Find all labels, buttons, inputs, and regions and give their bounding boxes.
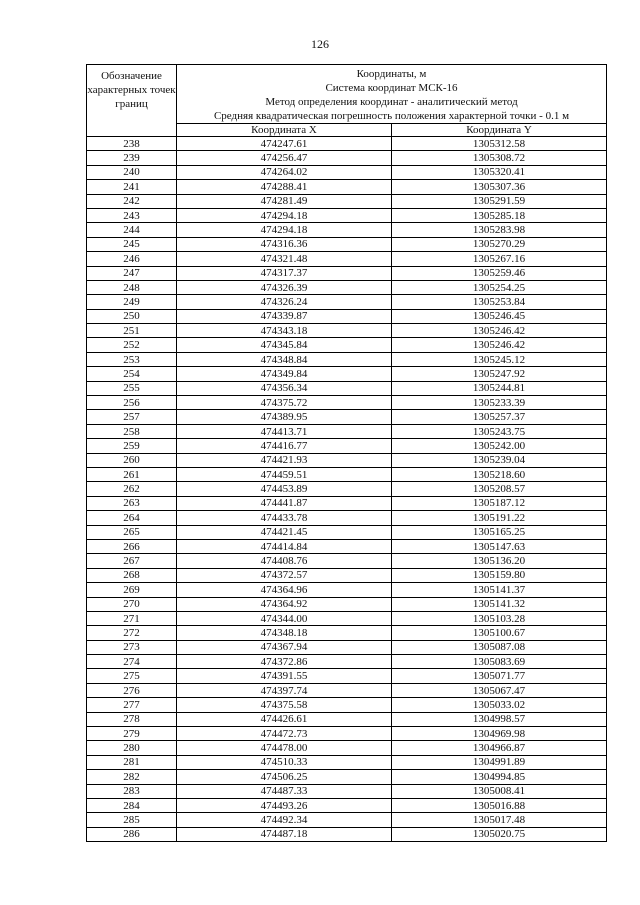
- point-number-cell: 244: [87, 223, 177, 237]
- point-number-cell: 286: [87, 827, 177, 841]
- y-coordinate-cell: 1305141.32: [392, 597, 607, 611]
- y-coordinate-cell: 1305087.08: [392, 640, 607, 654]
- y-coordinate-cell: 1305257.37: [392, 410, 607, 424]
- table-row: [87, 280, 607, 294]
- point-number-cell: 238: [87, 137, 177, 151]
- table-row: [87, 511, 607, 525]
- point-number-cell: 269: [87, 583, 177, 597]
- y-coordinate-cell: 1305246.42: [392, 338, 607, 352]
- x-coordinate-cell: 474421.45: [177, 525, 392, 539]
- x-coordinate-cell: 474364.96: [177, 583, 392, 597]
- y-coordinate-cell: 1305016.88: [392, 798, 607, 812]
- x-coordinate-cell: 474408.76: [177, 554, 392, 568]
- point-number-cell: 254: [87, 367, 177, 381]
- point-number-cell: 271: [87, 611, 177, 625]
- y-coordinate-cell: 1305067.47: [392, 683, 607, 697]
- y-coordinate-cell: 1305191.22: [392, 511, 607, 525]
- header-title-line: Средняя квадратическая погрешность положения характерной точки - 0.1 м: [213, 110, 570, 122]
- table-body: [87, 137, 607, 842]
- point-number-cell: 258: [87, 424, 177, 438]
- y-coordinate-cell: 1304991.89: [392, 755, 607, 769]
- x-coordinate-cell: 474344.00: [177, 611, 392, 625]
- point-number-cell: 277: [87, 698, 177, 712]
- table-row: [87, 539, 607, 553]
- y-coordinate-cell: 1305239.04: [392, 453, 607, 467]
- y-coordinate-cell: 1305243.75: [392, 424, 607, 438]
- point-number-cell: 276: [87, 683, 177, 697]
- table-row: [87, 655, 607, 669]
- x-coordinate-cell: 474478.00: [177, 741, 392, 755]
- table-row: [87, 597, 607, 611]
- y-column-header: Координата Y: [392, 124, 607, 137]
- table-row: [87, 266, 607, 280]
- x-coordinate-cell: 474492.34: [177, 813, 392, 827]
- table-row: [87, 410, 607, 424]
- point-number-cell: 261: [87, 467, 177, 481]
- y-coordinate-cell: 1305083.69: [392, 655, 607, 669]
- x-coordinate-cell: 474288.41: [177, 180, 392, 194]
- x-coordinate-cell: 474506.25: [177, 770, 392, 784]
- table-row: [87, 669, 607, 683]
- point-number-cell: 284: [87, 798, 177, 812]
- point-number-cell: 260: [87, 453, 177, 467]
- table-row: [87, 352, 607, 366]
- point-number-cell: 253: [87, 352, 177, 366]
- header-title-line: Метод определения координат - аналитический метод: [265, 96, 518, 108]
- point-number-cell: 245: [87, 237, 177, 251]
- y-coordinate-cell: 1305308.72: [392, 151, 607, 165]
- point-number-cell: 257: [87, 410, 177, 424]
- x-coordinate-cell: 474389.95: [177, 410, 392, 424]
- point-number-cell: 249: [87, 295, 177, 309]
- point-number-cell: 265: [87, 525, 177, 539]
- table-row: [87, 583, 607, 597]
- y-coordinate-cell: 1305246.45: [392, 309, 607, 323]
- x-coordinate-cell: 474421.93: [177, 453, 392, 467]
- y-coordinate-cell: 1305245.12: [392, 352, 607, 366]
- x-coordinate-cell: 474453.89: [177, 482, 392, 496]
- point-number-cell: 242: [87, 194, 177, 208]
- point-number-cell: 275: [87, 669, 177, 683]
- point-number-cell: 250: [87, 309, 177, 323]
- table-row: [87, 626, 607, 640]
- y-coordinate-cell: 1305008.41: [392, 784, 607, 798]
- point-number-cell: 273: [87, 640, 177, 654]
- table-row: [87, 496, 607, 510]
- point-number-cell: 278: [87, 712, 177, 726]
- table-row: [87, 712, 607, 726]
- y-coordinate-cell: 1305159.80: [392, 568, 607, 582]
- y-coordinate-cell: 1305254.25: [392, 280, 607, 294]
- point-number-cell: 279: [87, 727, 177, 741]
- x-coordinate-cell: 474326.39: [177, 280, 392, 294]
- point-number-cell: 270: [87, 597, 177, 611]
- x-coordinate-cell: 474316.36: [177, 237, 392, 251]
- x-coordinate-cell: 474339.87: [177, 309, 392, 323]
- table-row: [87, 813, 607, 827]
- point-number-cell: 247: [87, 266, 177, 280]
- x-coordinate-cell: 474372.86: [177, 655, 392, 669]
- x-coordinate-cell: 474375.72: [177, 396, 392, 410]
- x-coordinate-cell: 474343.18: [177, 324, 392, 338]
- x-coordinate-cell: 474472.73: [177, 727, 392, 741]
- x-coordinate-cell: 474372.57: [177, 568, 392, 582]
- point-number-cell: 240: [87, 165, 177, 179]
- table-row: [87, 338, 607, 352]
- point-number-cell: 243: [87, 208, 177, 222]
- table-row: [87, 467, 607, 481]
- y-coordinate-cell: 1305136.20: [392, 554, 607, 568]
- table-row: [87, 827, 607, 841]
- y-coordinate-cell: 1305307.36: [392, 180, 607, 194]
- x-coordinate-cell: 474349.84: [177, 367, 392, 381]
- x-coordinate-cell: 474487.18: [177, 827, 392, 841]
- x-coordinate-cell: 474413.71: [177, 424, 392, 438]
- table-row: [87, 237, 607, 251]
- table-row: [87, 554, 607, 568]
- y-coordinate-cell: 1305071.77: [392, 669, 607, 683]
- table-row: [87, 683, 607, 697]
- x-coordinate-cell: 474459.51: [177, 467, 392, 481]
- table-row: [87, 208, 607, 222]
- x-coordinate-cell: 474326.24: [177, 295, 392, 309]
- point-number-cell: 255: [87, 381, 177, 395]
- x-coordinate-cell: 474441.87: [177, 496, 392, 510]
- y-coordinate-cell: 1304998.57: [392, 712, 607, 726]
- table-row: [87, 568, 607, 582]
- table-row: [87, 381, 607, 395]
- coordinates-header: [177, 65, 607, 124]
- table-row: [87, 309, 607, 323]
- point-number-cell: 272: [87, 626, 177, 640]
- y-coordinate-cell: 1305147.63: [392, 539, 607, 553]
- points-column-header: Обозначение характерных точек границ: [87, 65, 177, 137]
- table-row: [87, 453, 607, 467]
- y-coordinate-cell: 1305285.18: [392, 208, 607, 222]
- x-coordinate-cell: 474356.34: [177, 381, 392, 395]
- x-coordinate-cell: 474493.26: [177, 798, 392, 812]
- table-row: [87, 741, 607, 755]
- table-row: [87, 698, 607, 712]
- point-number-cell: 266: [87, 539, 177, 553]
- table-row: [87, 784, 607, 798]
- x-coordinate-cell: 474375.58: [177, 698, 392, 712]
- table-row: [87, 424, 607, 438]
- x-coordinate-cell: 474433.78: [177, 511, 392, 525]
- table-row: [87, 223, 607, 237]
- x-coordinate-cell: 474345.84: [177, 338, 392, 352]
- point-number-cell: 282: [87, 770, 177, 784]
- table-row: [87, 151, 607, 165]
- point-number-cell: 280: [87, 741, 177, 755]
- table-row: [87, 640, 607, 654]
- point-number-cell: 246: [87, 252, 177, 266]
- table-row: [87, 798, 607, 812]
- y-coordinate-cell: 1305259.46: [392, 266, 607, 280]
- point-number-cell: 274: [87, 655, 177, 669]
- table-row: [87, 194, 607, 208]
- y-coordinate-cell: 1305033.02: [392, 698, 607, 712]
- x-coordinate-cell: 474264.02: [177, 165, 392, 179]
- table-row: [87, 252, 607, 266]
- x-coordinate-cell: 474321.48: [177, 252, 392, 266]
- table-row: [87, 295, 607, 309]
- y-coordinate-cell: 1305103.28: [392, 611, 607, 625]
- x-coordinate-cell: 474364.92: [177, 597, 392, 611]
- table-row: [87, 367, 607, 381]
- point-number-cell: 263: [87, 496, 177, 510]
- x-coordinate-cell: 474281.49: [177, 194, 392, 208]
- x-coordinate-cell: 474247.61: [177, 137, 392, 151]
- x-column-header: Координата X: [177, 124, 392, 137]
- point-number-cell: 267: [87, 554, 177, 568]
- y-coordinate-cell: 1305020.75: [392, 827, 607, 841]
- y-coordinate-cell: 1305244.81: [392, 381, 607, 395]
- point-number-cell: 283: [87, 784, 177, 798]
- table-row: [87, 770, 607, 784]
- point-number-cell: 251: [87, 324, 177, 338]
- x-coordinate-cell: 474414.84: [177, 539, 392, 553]
- y-coordinate-cell: 1305233.39: [392, 396, 607, 410]
- page-number: 126: [311, 37, 329, 51]
- y-coordinate-cell: 1305247.92: [392, 367, 607, 381]
- y-coordinate-cell: 1305267.16: [392, 252, 607, 266]
- x-coordinate-cell: 474317.37: [177, 266, 392, 280]
- y-coordinate-cell: 1305253.84: [392, 295, 607, 309]
- table-row: [87, 180, 607, 194]
- y-coordinate-cell: 1305242.00: [392, 439, 607, 453]
- table-header-row: [87, 65, 607, 124]
- y-coordinate-cell: 1305246.42: [392, 324, 607, 338]
- table-row: [87, 137, 607, 151]
- x-coordinate-cell: 474294.18: [177, 223, 392, 237]
- x-coordinate-cell: 474397.74: [177, 683, 392, 697]
- point-number-cell: 264: [87, 511, 177, 525]
- y-coordinate-cell: 1305165.25: [392, 525, 607, 539]
- x-coordinate-cell: 474256.47: [177, 151, 392, 165]
- y-coordinate-cell: 1305100.67: [392, 626, 607, 640]
- x-coordinate-cell: 474510.33: [177, 755, 392, 769]
- point-number-cell: 256: [87, 396, 177, 410]
- table-row: [87, 165, 607, 179]
- table-row: [87, 525, 607, 539]
- y-coordinate-cell: 1305312.58: [392, 137, 607, 151]
- y-coordinate-cell: 1305187.12: [392, 496, 607, 510]
- y-coordinate-cell: 1305283.98: [392, 223, 607, 237]
- x-coordinate-cell: 474426.61: [177, 712, 392, 726]
- coordinates-table: [86, 64, 607, 842]
- y-coordinate-cell: 1305141.37: [392, 583, 607, 597]
- y-coordinate-cell: 1304994.85: [392, 770, 607, 784]
- y-coordinate-cell: 1304969.98: [392, 727, 607, 741]
- table-row: [87, 396, 607, 410]
- y-coordinate-cell: 1305218.60: [392, 467, 607, 481]
- x-coordinate-cell: 474348.84: [177, 352, 392, 366]
- point-number-cell: 281: [87, 755, 177, 769]
- y-coordinate-cell: 1304966.87: [392, 741, 607, 755]
- point-number-cell: 239: [87, 151, 177, 165]
- table-row: [87, 324, 607, 338]
- table-row: [87, 755, 607, 769]
- y-coordinate-cell: 1305291.59: [392, 194, 607, 208]
- point-number-cell: 268: [87, 568, 177, 582]
- point-number-cell: 241: [87, 180, 177, 194]
- y-coordinate-cell: 1305017.48: [392, 813, 607, 827]
- point-number-cell: 248: [87, 280, 177, 294]
- table-row: [87, 439, 607, 453]
- x-coordinate-cell: 474416.77: [177, 439, 392, 453]
- x-coordinate-cell: 474348.18: [177, 626, 392, 640]
- x-coordinate-cell: 474487.33: [177, 784, 392, 798]
- table-row: [87, 611, 607, 625]
- point-number-cell: 259: [87, 439, 177, 453]
- x-coordinate-cell: 474367.94: [177, 640, 392, 654]
- header-title-line: Система координат МСК-16: [325, 82, 458, 94]
- header-title-line: Координаты, м: [356, 68, 427, 80]
- point-number-cell: 285: [87, 813, 177, 827]
- y-coordinate-cell: 1305208.57: [392, 482, 607, 496]
- y-coordinate-cell: 1305270.29: [392, 237, 607, 251]
- y-coordinate-cell: 1305320.41: [392, 165, 607, 179]
- point-number-cell: 262: [87, 482, 177, 496]
- x-coordinate-cell: 474391.55: [177, 669, 392, 683]
- x-coordinate-cell: 474294.18: [177, 208, 392, 222]
- table-row: [87, 482, 607, 496]
- point-number-cell: 252: [87, 338, 177, 352]
- table-row: [87, 727, 607, 741]
